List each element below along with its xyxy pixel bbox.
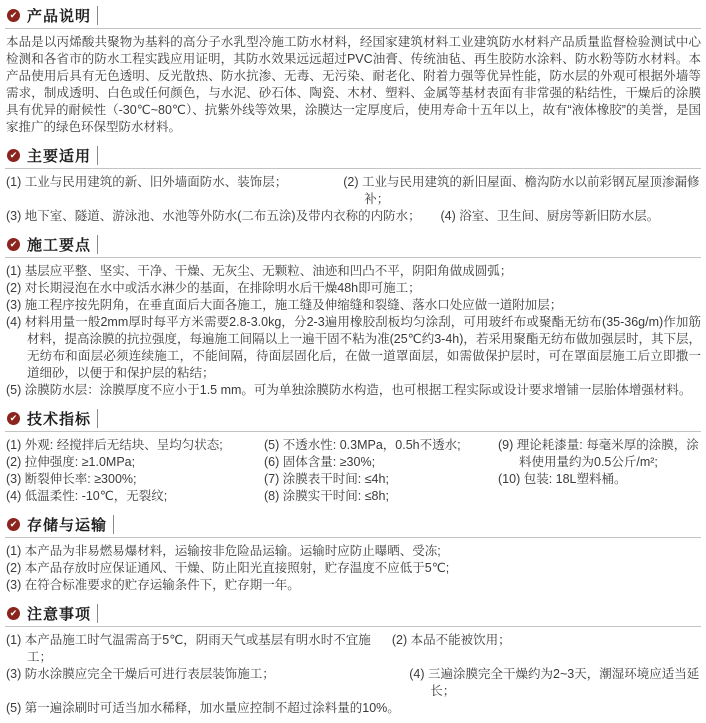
title-divider [97, 604, 98, 623]
list-row [6, 174, 701, 208]
title-divider [97, 235, 98, 254]
section-body [5, 538, 701, 600]
section-precautions [5, 600, 701, 723]
section-title: 存储与运输 [27, 517, 108, 534]
section-construction-points [5, 231, 701, 405]
check-icon: ✔ [7, 238, 20, 251]
section-body [5, 258, 701, 405]
specs-column-1 [6, 437, 264, 505]
check-icon: ✔ [7, 607, 20, 620]
product-description-paragraph: 本品是以丙烯酸共聚物为基料的高分子水乳型冷施工防水材料，经国家建筑材料工业建筑防水材料产品质量监督检验测试中心检测和各省市的防水工程实践应用证明，其防水效果远远超过PVC油膏、传统油毡、再生胶防水涂料、防水粉等防水材料。本产品使用后具有无色透明、反光散热、防水抗渗、无毒、无污染、耐老化、附着力强等优异性能，防水层的外观可根据外墙等需求，制成透明、白色或任何颜色，与水泥、砂石体、陶瓷、木材、塑料、金属等基材表面有非常强的粘结性，干燥后的涂膜具有优异的耐候性（-30℃~80℃）、抗紫外线等效果，涂膜达一定厚度后，使用寿命十五年以上，故有“液体橡胶”的美誉，是国家推广的绿色环保型防水材料。 [6, 35, 701, 134]
section-body [5, 627, 701, 723]
check-icon: ✔ [7, 518, 20, 531]
list-item: (5) 第一遍涂刷时可适当加水稀释，加水量应控制不超过涂料量的10%。 [6, 701, 400, 715]
specs-column-2 [264, 437, 498, 505]
title-divider [97, 146, 98, 165]
list-item: (5) 涂膜防水层：涂膜厚度不应小于1.5 mm。可为单独涂膜防水构造，也可根据工程实际或设计要求增铺一层胎体增强材料。 [6, 383, 692, 397]
title-divider [113, 515, 114, 534]
section-title: 技术指标 [27, 411, 92, 428]
specs-column-3 [498, 437, 701, 505]
section-header [5, 231, 701, 258]
section-technical-specs [5, 405, 701, 511]
spec-item: (4) 低温柔性: -10℃，无裂纹; [6, 489, 168, 503]
spec-item: (3) 断裂伸长率: ≥300%; [6, 472, 137, 486]
check-icon: ✔ [7, 149, 20, 162]
check-icon: ✔ [7, 412, 20, 425]
list-item: (4) 浴室、卫生间、厨房等新旧防水层。 [440, 209, 660, 223]
list-row [6, 666, 701, 700]
list-item: (2) 对长期浸泡在水中或活水淋少的基面，在排除明水后干燥48h即可施工； [6, 281, 421, 295]
section-header [5, 405, 701, 432]
section-header [5, 2, 701, 29]
spec-item: (2) 拉伸强度: ≥1.0MPa; [6, 455, 136, 469]
spec-item: (6) 固体含量: ≥30%; [264, 455, 376, 469]
spec-item: (7) 涂膜表干时间: ≤4h; [264, 472, 389, 486]
section-product-description [5, 2, 701, 142]
list-item: (3) 施工程序按先阴角，在垂直面后大面各施工，施工缝及伸缩缝和裂缝、落水口处应做一道附加层； [6, 298, 563, 312]
list-row [6, 632, 701, 666]
section-title: 施工要点 [27, 237, 92, 254]
section-body [5, 29, 701, 142]
list-item: (3) 防水涂膜应完全干燥后可进行表层装饰施工； [6, 667, 275, 681]
section-body [5, 169, 701, 231]
section-header [5, 600, 701, 627]
spec-item: (10) 包装: 18L塑料桶。 [498, 472, 627, 486]
section-header [5, 511, 701, 538]
list-item: (1) 本产品为非易燃易爆材料，运输按非危险品运输。运输时应防止曝晒、受冻; [6, 544, 441, 558]
list-item: (3) 在符合标准要求的贮存运输条件下，贮存期一年。 [6, 578, 300, 592]
list-item: (2) 本产品存放时应保证通风、干燥、防止阳光直接照射，贮存温度不应低于5℃; [6, 561, 450, 575]
section-main-applications [5, 142, 701, 231]
spec-item: (1) 外观: 经搅拌后无结块、呈均匀状态; [6, 438, 223, 452]
section-storage-transport [5, 511, 701, 600]
list-item: (1) 工业与民用建筑的新、旧外墙面防水、装饰层； [6, 175, 288, 189]
section-title: 注意事项 [27, 606, 92, 623]
list-item: (1) 本产品施工时气温需高于5℃，阴雨天气或基层有明水时不宜施工； [6, 633, 371, 664]
list-row [6, 208, 701, 225]
list-item: (3) 地下室、隧道、游泳池、水池等外防水(二布五涂)及带内衣称的内防水； [6, 209, 421, 223]
section-title: 主要适用 [27, 148, 92, 165]
list-item: (2) 本品不能被饮用； [391, 633, 511, 647]
title-divider [97, 409, 98, 428]
list-item: (1) 基层应平整、坚实、干净、干燥、无灰尘、无颗粒、油迹和凹凸不平，阴阳角做成圆弧； [6, 264, 513, 278]
section-header [5, 142, 701, 169]
section-body [5, 432, 701, 511]
section-title: 产品说明 [27, 8, 92, 25]
list-item: (2) 工业与民用建筑的新旧屋面、檐沟防水以前彩钢瓦屋顶渗漏修补； [343, 175, 700, 206]
check-icon: ✔ [7, 9, 20, 22]
spec-item: (9) 理论耗漆量: 每毫米厚的涂膜，涂料使用量约为0.5公斤/m²; [498, 438, 699, 469]
spec-item: (5) 不透水性: 0.3MPa，0.5h不透水; [264, 438, 461, 452]
spec-item: (8) 涂膜实干时间: ≤8h; [264, 489, 389, 503]
list-item: (4) 三遍涂膜完全干燥约为2~3天，潮湿环境应适当延长； [409, 667, 700, 698]
title-divider [97, 6, 98, 25]
list-item: (4) 材料用量一般2mm厚时每平方米需要2.8-3.0kg，分2-3遍用橡胶刮板均匀涂刮，可用玻纤布或聚酯无纺布(35-36g/m)作加筋材料，提高涂膜的抗拉强度，每遍施工间隔以上一遍干固不粘为准(25℃约3-4h)，若采用聚酯无纺布做加强层时，其下层，无纺布和面层必须连续施工，不能间隔，待面层固化后，在做一道罩面层，如需做保护层时，可在罩面层施工后立即撒一道细砂，以便于和保护层的粘结； [6, 315, 701, 380]
